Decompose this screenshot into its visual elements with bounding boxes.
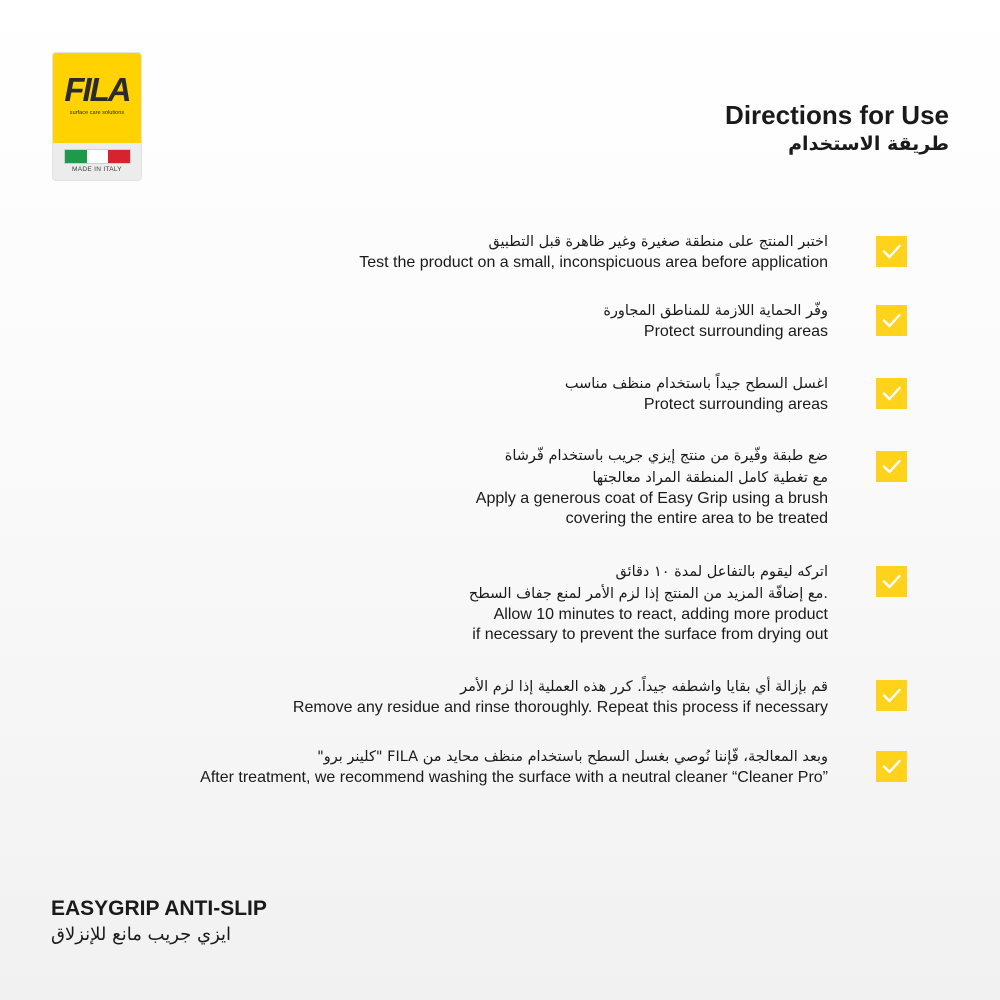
made-in-label: MADE IN ITALY [72, 166, 122, 173]
check-icon [876, 378, 907, 409]
step-7 [200, 746, 828, 788]
step-english-text: After treatment, we recommend washing the surface with a neutral cleaner “Cleaner Pro” [200, 769, 828, 786]
logo-origin [53, 143, 141, 180]
italy-flag-icon [64, 149, 131, 164]
check-icon [876, 566, 907, 597]
step-english-text: Test the product on a small, inconspicuous area before application [359, 254, 828, 271]
step-arabic-text: مع تغطية كامل المنطقة المراد معالجتها [592, 470, 828, 486]
step-3 [565, 373, 828, 415]
step-4 [476, 445, 828, 529]
step-arabic-text: اختبر المنتج على منطقة صغيرة وغير ظاهرة قبل التطبيق [488, 234, 828, 250]
step-english-text: Protect surrounding areas [643, 396, 828, 413]
step-arabic-text: .مع إضافّة المزيد من المنتج إذا لزم الأمر لمنع جفاف السطح [468, 586, 828, 602]
fila-logo [53, 53, 141, 180]
step-arabic-text: ضع طبقة وفّيرة من منتج إيزي جريب باستخدام فّرشاة [504, 448, 828, 464]
step-english-text: Allow 10 minutes to react, adding more product [493, 606, 828, 623]
step-english-text: covering the entire area to be treated [565, 510, 828, 527]
check-icon [876, 305, 907, 336]
product-name: EASYGRIP ANTI-SLIP [51, 897, 267, 920]
logo-tagline: surface care solutions [69, 110, 125, 116]
check-icon [876, 751, 907, 782]
page-title-arabic: طريقة الاستخدام [788, 133, 949, 155]
step-english-text: Protect surrounding areas [643, 323, 828, 340]
step-arabic-text: اغسل السطح جيداً باستخدام منظف مناسب [564, 376, 828, 392]
step-1 [359, 231, 828, 273]
step-english-text: Apply a generous coat of Easy Grip using a brush [475, 490, 828, 507]
step-2 [603, 300, 828, 342]
logo-badge [53, 53, 141, 143]
step-arabic-text: قم بإزالة أي بقايا واشطفه جيداً. كرر هذه العملية إذا لزم الأمر [460, 679, 828, 695]
step-english-text: Remove any residue and rinse thoroughly. Repeat this process if necessary [292, 699, 828, 716]
check-icon [876, 680, 907, 711]
logo-wordmark: FILA [64, 71, 130, 108]
step-6 [293, 676, 828, 718]
check-icon [876, 451, 907, 482]
check-icon [876, 236, 907, 267]
step-english-text: if necessary to prevent the surface from drying out [472, 626, 828, 643]
step-arabic-text: وبعد المعالجة، فّإننا نُوصي بغسل السطح باستخدام منظف محايد من FILA "كلينر برو" [317, 749, 828, 765]
step-arabic-text: وفّر الحماية اللازمة للمناطق المجاورة [603, 303, 828, 319]
step-arabic-text: اتركه ليقوم بالتفاعل لمدة ١٠ دقائق [615, 564, 828, 580]
product-name-arabic: ايزي جريب مانع للإنزلاق [51, 924, 232, 945]
page-title: Directions for Use [725, 100, 949, 130]
step-5 [469, 561, 828, 645]
